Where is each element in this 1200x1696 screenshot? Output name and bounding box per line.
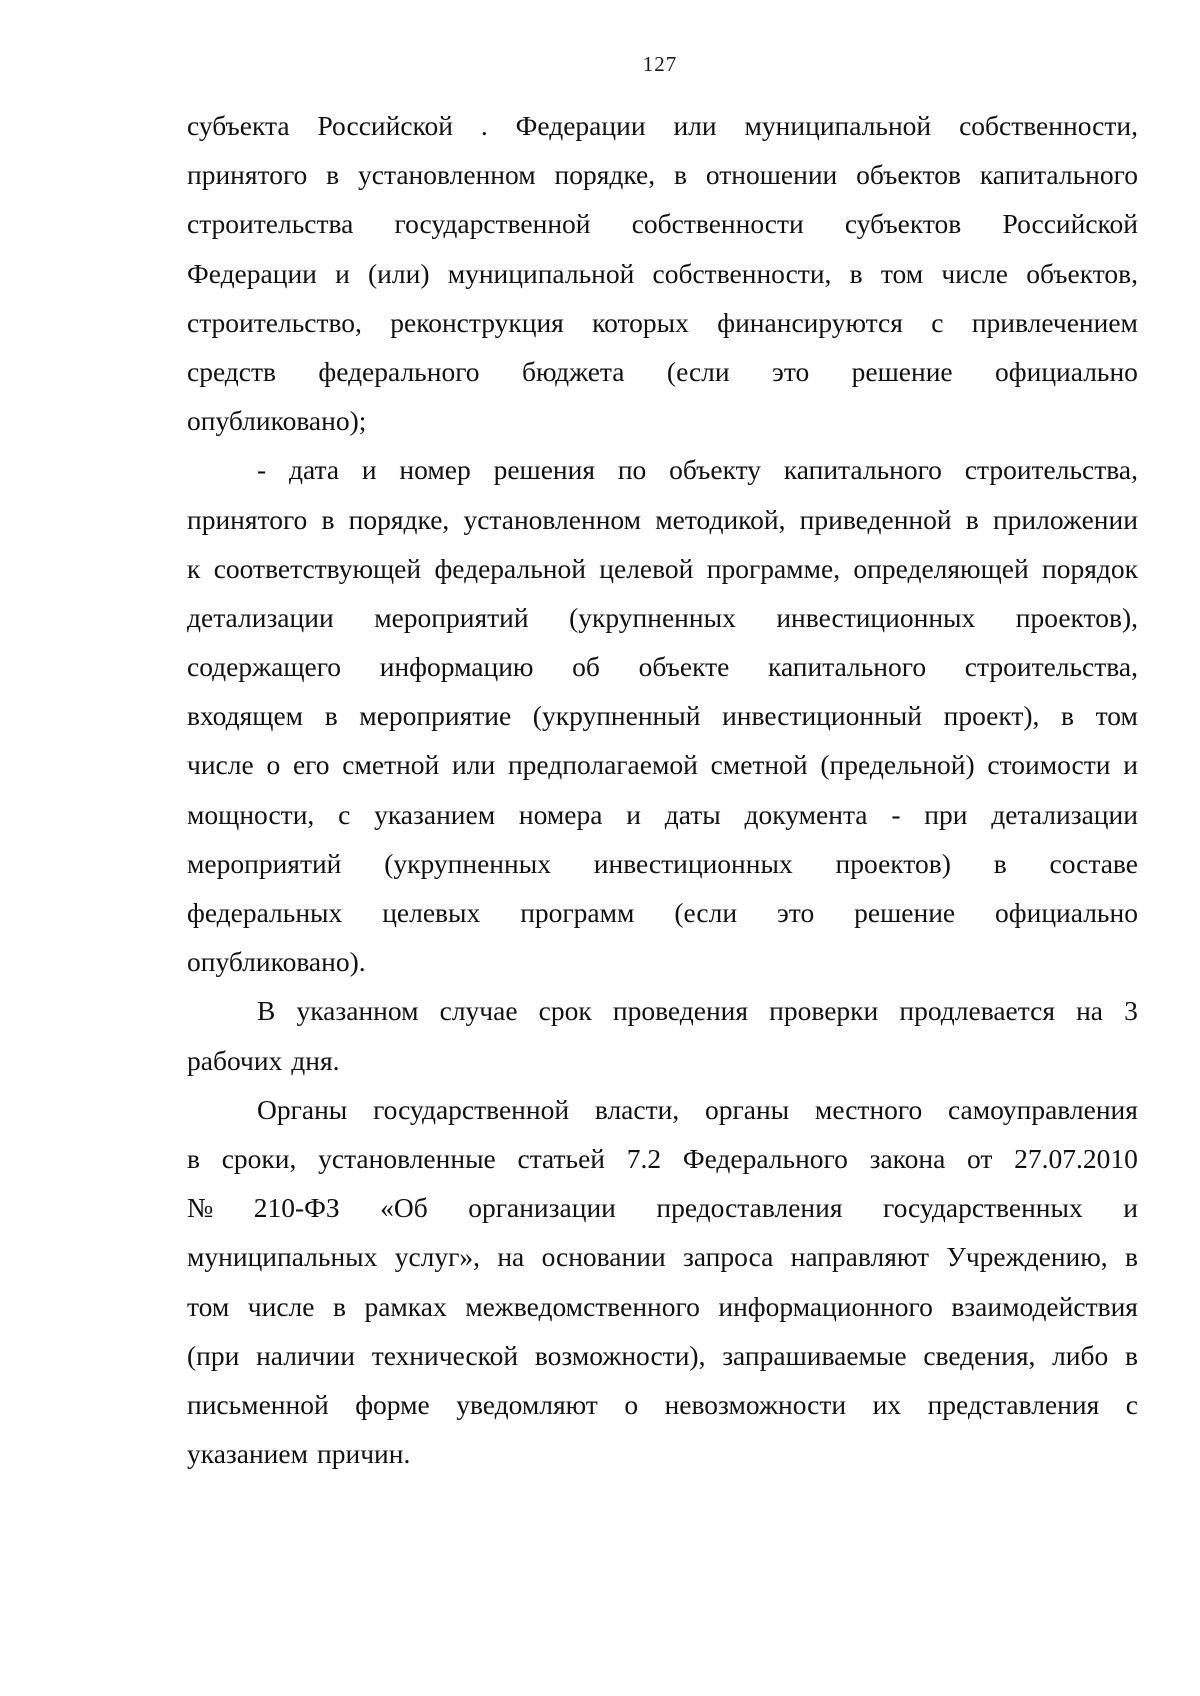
- text-line: том числе в рамках межведомственного информационного взаимодействия: [187, 1290, 1138, 1322]
- text-line: строительство, реконструкция которых финансируются с привлечением: [187, 306, 1138, 338]
- text-line: указанием причин.: [187, 1438, 411, 1470]
- text-line: рабочих дня.: [187, 1044, 340, 1076]
- text-line: в сроки, установленные статьей 7.2 Федерального закона от 27.07.2010: [187, 1142, 1138, 1174]
- page-number: 127: [642, 52, 678, 76]
- paragraph: [187, 101, 1138, 445]
- text-line: субъекта Российской . Федерации или муниципальной собственности,: [187, 110, 1138, 141]
- text-line: опубликовано);: [187, 405, 367, 437]
- text-line: В указанном случае срок проведения проверки продлевается на 3: [257, 995, 1138, 1027]
- text-line: опубликовано).: [187, 946, 366, 978]
- text-line: детализации мероприятий (укрупненных инвестиционных проектов),: [187, 601, 1138, 633]
- text-line: (при наличии технической возможности), запрашиваемые сведения, либо в: [187, 1339, 1138, 1371]
- document-body: [187, 101, 1138, 1478]
- text-line: содержащего информацию об объекте капитального строительства,: [187, 651, 1138, 683]
- text-line: № 210-ФЗ «Об организации предоставления государственных и: [187, 1192, 1138, 1224]
- text-line: мероприятий (укрупненных инвестиционных проектов) в составе: [187, 847, 1138, 879]
- text-line: мощности, с указанием номера и даты документа - при детализации: [187, 798, 1138, 830]
- text-line: письменной форме уведомляют о невозможности их представления с: [187, 1388, 1138, 1420]
- text-line: средств федерального бюджета (если это решение официально: [187, 355, 1138, 387]
- text-line: строительства государственной собственности субъектов Российской: [187, 208, 1138, 240]
- text-line: к соответствующей федеральной целевой программе, определяющей порядок: [187, 552, 1138, 584]
- text-line: принятого в установленном порядке, в отношении объектов капитального: [187, 159, 1138, 191]
- text-line: входящем в мероприятие (укрупненный инвестиционный проект), в том: [187, 700, 1138, 732]
- text-line: принятого в порядке, установленном методикой, приведенной в приложении: [187, 503, 1138, 535]
- text-line: - дата и номер решения по объекту капитального строительства,: [257, 454, 1138, 486]
- paragraph: [187, 445, 1138, 986]
- text-line: Органы государственной власти, органы местного самоуправления: [257, 1093, 1138, 1125]
- paragraph: [187, 986, 1138, 1084]
- text-line: Федерации и (или) муниципальной собственности, в том числе объектов,: [187, 257, 1138, 289]
- text-line: числе о его сметной или предполагаемой сметной (предельной) стоимости и: [187, 749, 1138, 781]
- text-line: федеральных целевых программ (если это решение официально: [187, 897, 1138, 928]
- text-line: муниципальных услуг», на основании запроса направляют Учреждению, в: [187, 1241, 1138, 1273]
- paragraph: [187, 1085, 1138, 1479]
